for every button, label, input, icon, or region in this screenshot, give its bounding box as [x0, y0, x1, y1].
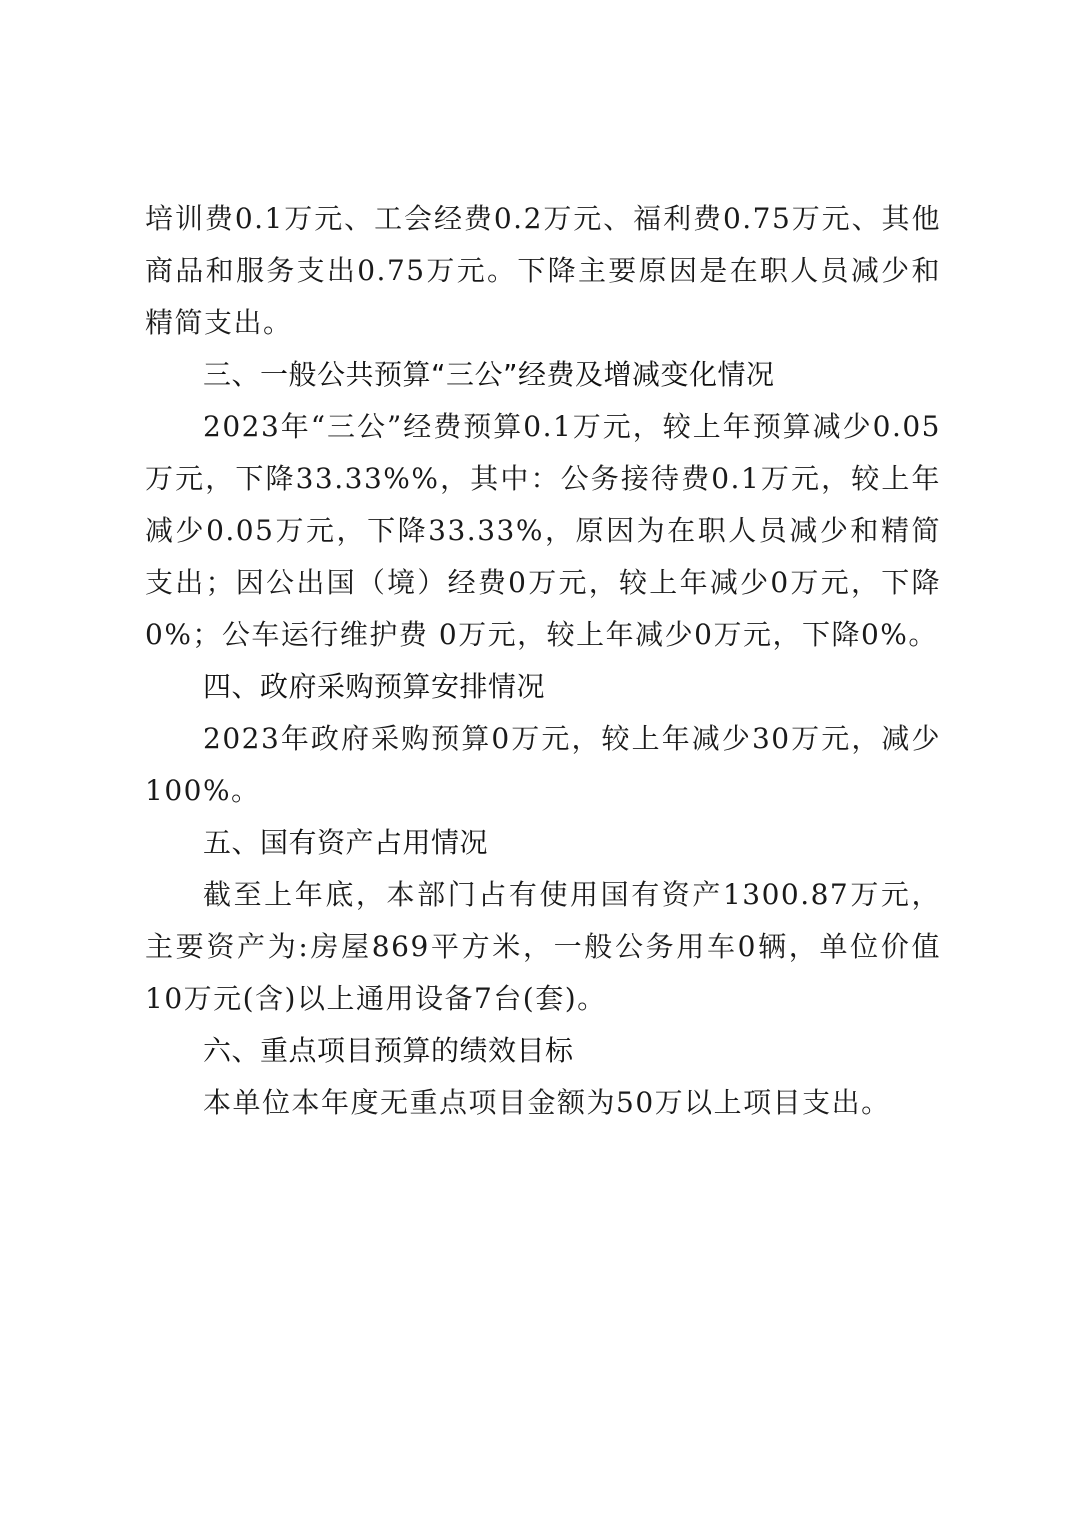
- paragraph-key-project-goals: 本单位本年度无重点项目金额为50万以上项目支出。: [203, 1086, 891, 1119]
- paragraph-continued-expenses: 培训费0.1万元、工会经费0.2万元、福利费0.75万元、其他商品和服务支出0.75万元。下降主要原因是在职人员减少和精简支出。: [145, 202, 941, 339]
- paragraph-three-public-expenses: 2023年“三公”经费预算0.1万元，较上年预算减少0.05万元，下降33.33%%，其中：公务接待费0.1万元，较上年减少0.05万元，下降33.33%，原因为在职人员减少和精简支出；因公出国（境）经费0万元，较上年减少0万元，下降0%；公车运行维护费 0万元，较上年减少0万元，下降0%。: [145, 410, 941, 651]
- section-heading-government-procurement: 四、政府采购预算安排情况: [203, 670, 546, 703]
- section-heading-state-assets: 五、国有资产占用情况: [203, 826, 489, 859]
- document-body: [145, 193, 941, 1129]
- paragraph-government-procurement: 2023年政府采购预算0万元，较上年减少30万元，减少100%。: [145, 722, 941, 807]
- section-heading-key-project-goals: 六、重点项目预算的绩效目标: [203, 1034, 574, 1067]
- paragraph-state-assets: 截至上年底，本部门占有使用国有资产1300.87万元，主要资产为:房屋869平方米，一般公务用车0辆，单位价值10万元(含)以上通用设备7台(套)。: [145, 878, 941, 1015]
- section-heading-three-public-expenses: 三、一般公共预算“三公”经费及增减变化情况: [203, 358, 775, 391]
